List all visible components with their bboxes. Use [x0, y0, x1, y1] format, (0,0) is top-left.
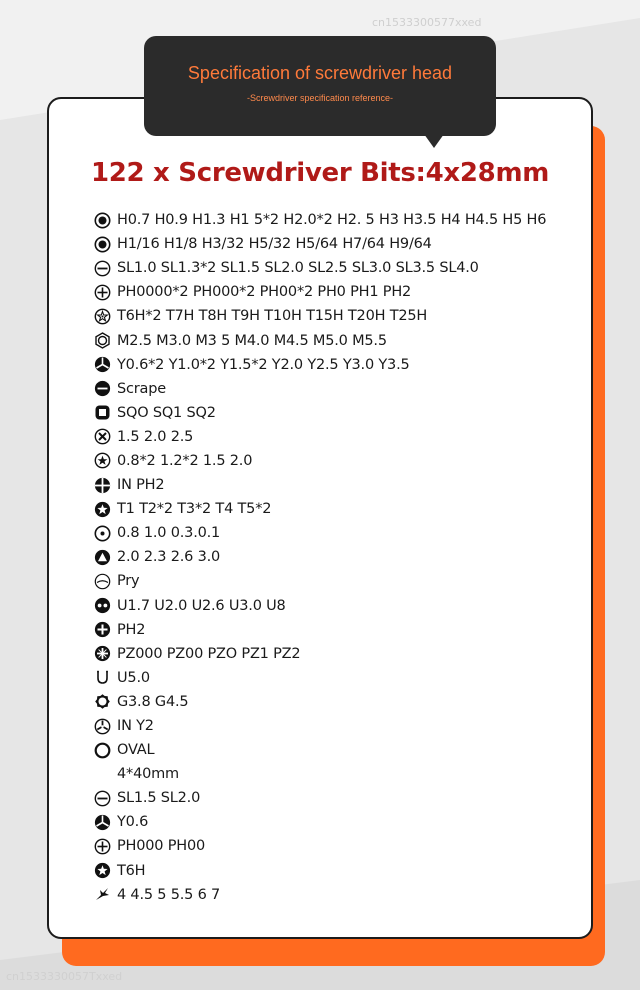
spec-text: PH2	[117, 621, 146, 638]
spec-text: T6H	[117, 862, 146, 879]
spec-text: IN PH2	[117, 477, 165, 494]
spec-text: IN Y2	[117, 718, 154, 735]
banner	[144, 36, 496, 136]
spec-row	[94, 618, 546, 642]
spec-row	[94, 714, 546, 738]
spec-text: G3.8 G4.5	[117, 693, 189, 710]
spec-text: 1.5 2.0 2.5	[117, 428, 194, 445]
spec-text: M2.5 M3.0 M3 5 M4.0 M4.5 M5.0 M5.5	[117, 332, 387, 349]
spec-text: Pry	[117, 573, 140, 590]
square-icon	[94, 404, 111, 421]
spec-list	[94, 208, 546, 907]
spec-text: Scrape	[117, 380, 166, 397]
spec-text: Y0.6*2 Y1.0*2 Y1.5*2 Y2.0 Y2.5 Y3.0 Y3.5	[117, 356, 410, 373]
spec-row	[94, 762, 546, 786]
spec-text: T6H*2 T7H T8H T9H T10H T15H T20H T25H	[117, 308, 428, 325]
spec-text: OVAL	[117, 742, 155, 759]
spec-row	[94, 810, 546, 834]
spec-text: T1 T2*2 T3*2 T4 T5*2	[117, 501, 272, 518]
phillips-icon	[94, 284, 111, 301]
tri-wing-icon	[94, 356, 111, 373]
slotted-icon	[94, 790, 111, 807]
triangle-icon	[94, 549, 111, 566]
spec-row	[94, 353, 546, 377]
spec-row	[94, 545, 546, 569]
spec-row	[94, 834, 546, 858]
spec-text: H0.7 H0.9 H1.3 H1 5*2 H2.0*2 H2. 5 H3 H3.5 H4 H4.5 H5 H6	[117, 212, 547, 229]
spec-row	[94, 449, 546, 473]
pry-icon	[94, 573, 111, 590]
spec-icon-blank	[94, 766, 111, 783]
spec-row	[94, 232, 546, 256]
spec-row	[94, 738, 546, 762]
banner-title: Specification of screwdriver head	[187, 63, 453, 83]
spec-row	[94, 569, 546, 593]
torx-hole-icon	[94, 308, 111, 325]
spec-row	[94, 280, 546, 304]
hex-socket-icon	[94, 212, 111, 229]
spec-text: 4 4.5 5 5.5 6 7	[117, 886, 221, 903]
spec-row	[94, 883, 546, 907]
spec-row	[94, 666, 546, 690]
cross-x-icon	[94, 428, 111, 445]
u-shape-icon	[94, 669, 111, 686]
scrape-icon	[94, 380, 111, 397]
dot-circle-icon	[94, 525, 111, 542]
banner-subtitle: -Screwdriver specification reference-	[246, 93, 394, 103]
spec-text: 4*40mm	[117, 766, 179, 783]
spec-text: 2.0 2.3 2.6 3.0	[117, 549, 221, 566]
spec-text: U5.0	[117, 669, 150, 686]
spec-text: SQO SQ1 SQ2	[117, 404, 216, 421]
watermark-top: cn1533300577xxed	[372, 16, 482, 29]
spec-row	[94, 594, 546, 618]
spec-row	[94, 690, 546, 714]
spec-row	[94, 256, 546, 280]
spec-row	[94, 521, 546, 545]
banner-pointer	[424, 134, 444, 148]
gear-icon	[94, 693, 111, 710]
u-spanner-icon	[94, 597, 111, 614]
hex-nut-icon	[94, 332, 111, 349]
pozi-icon	[94, 645, 111, 662]
spec-row	[94, 473, 546, 497]
torx-icon	[94, 501, 111, 518]
spec-row	[94, 425, 546, 449]
spec-row	[94, 304, 546, 328]
spec-row	[94, 497, 546, 521]
spec-text: 0.8*2 1.2*2 1.5 2.0	[117, 452, 253, 469]
slotted-icon	[94, 260, 111, 277]
watermark-bottom: cn1533330057Txxed	[6, 970, 123, 983]
star-icon	[94, 452, 111, 469]
torx-icon	[94, 862, 111, 879]
in-y-icon	[94, 718, 111, 735]
spec-row	[94, 401, 546, 425]
spanner-head-icon	[94, 886, 111, 903]
phillips-icon	[94, 838, 111, 855]
spec-row	[94, 377, 546, 401]
spec-text: H1/16 H1/8 H3/32 H5/32 H5/64 H7/64 H9/64	[117, 236, 432, 253]
spec-row	[94, 859, 546, 883]
oval-icon	[94, 742, 111, 759]
spec-row	[94, 208, 546, 232]
page-title: 122 x Screwdriver Bits:4x28mm	[90, 158, 550, 188]
spec-text: PH000 PH00	[117, 838, 206, 855]
spec-text: 0.8 1.0 0.3.0.1	[117, 525, 221, 542]
in-cross-icon	[94, 477, 111, 494]
spec-text: PH0000*2 PH000*2 PH00*2 PH0 PH1 PH2	[117, 284, 412, 301]
spec-text: SL1.0 SL1.3*2 SL1.5 SL2.0 SL2.5 SL3.0 SL3.5 SL4.0	[117, 260, 479, 277]
tri-wing-icon	[94, 814, 111, 831]
ph-filled-icon	[94, 621, 111, 638]
spec-text: PZ000 PZ00 PZO PZ1 PZ2	[117, 645, 301, 662]
spec-row	[94, 328, 546, 352]
spec-row	[94, 642, 546, 666]
spec-text: U1.7 U2.0 U2.6 U3.0 U8	[117, 597, 286, 614]
hex-socket-icon	[94, 236, 111, 253]
spec-row	[94, 786, 546, 810]
spec-text: SL1.5 SL2.0	[117, 790, 201, 807]
spec-text: Y0.6	[117, 814, 149, 831]
